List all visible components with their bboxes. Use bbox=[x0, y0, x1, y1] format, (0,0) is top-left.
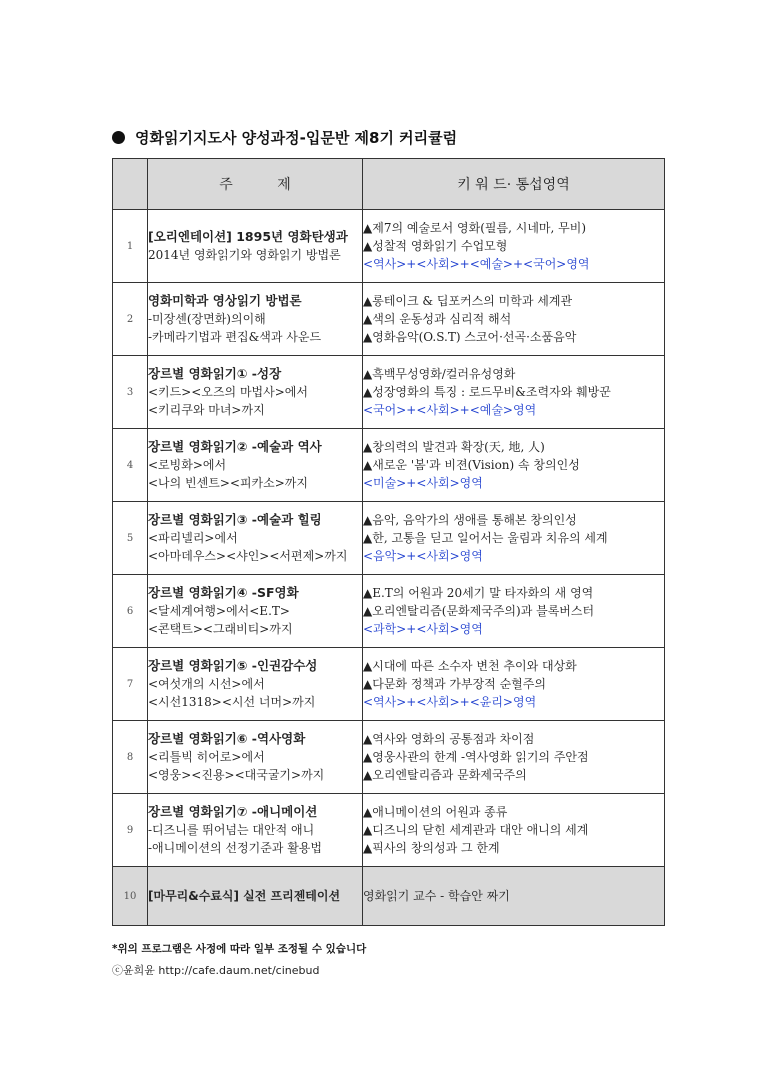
topic-cell bbox=[148, 283, 363, 356]
keyword-line: ▲성찰적 영화읽기 수업모형 bbox=[363, 239, 508, 253]
domain-line: <과학>+<사회>영역 bbox=[363, 622, 483, 636]
keyword-cell bbox=[363, 794, 665, 867]
table-header-row bbox=[113, 159, 665, 210]
keyword-cell bbox=[363, 721, 665, 794]
topic-title: [마무리&수료식] 실전 프리젠테이션 bbox=[148, 889, 341, 903]
topic-line: <영웅><진용><대국굴기>까지 bbox=[148, 768, 325, 782]
header-num bbox=[113, 159, 148, 210]
keyword-line: ▲다문화 정책과 가부장적 순혈주의 bbox=[363, 677, 546, 691]
topic-line: -애니메이션의 선정기준과 활용법 bbox=[148, 841, 322, 855]
topic-line: -카메라기법과 편집&색과 사운드 bbox=[148, 330, 322, 344]
topic-cell bbox=[148, 429, 363, 502]
keyword-line: ▲음악, 음악가의 생애를 통해본 창의인성 bbox=[363, 513, 577, 527]
row-number: 4 bbox=[113, 429, 148, 502]
table-row bbox=[113, 867, 665, 926]
topic-cell bbox=[148, 867, 363, 926]
topic-cell bbox=[148, 502, 363, 575]
topic-line: <리틀빅 히어로>에서 bbox=[148, 750, 265, 764]
domain-line: <음악>+<사회>영역 bbox=[363, 549, 483, 563]
keyword-line: ▲시대에 따른 소수자 변천 추이와 대상화 bbox=[363, 659, 577, 673]
bullet-icon bbox=[112, 131, 125, 144]
topic-title: 장르별 영화읽기⑤ -인권감수성 bbox=[148, 658, 318, 673]
header-keyword: 키 워 드· 통섭영역 bbox=[363, 159, 665, 210]
keyword-line: ▲창의력의 발견과 확장(天, 地, 人) bbox=[363, 440, 545, 454]
row-number: 9 bbox=[113, 794, 148, 867]
table-row bbox=[113, 429, 665, 502]
topic-cell bbox=[148, 721, 363, 794]
topic-line: <아마데우스><샤인><서편제>까지 bbox=[148, 549, 348, 563]
topic-title: 영화미학과 영상읽기 방법론 bbox=[148, 293, 302, 308]
domain-line: <미술>+<사회>영역 bbox=[363, 476, 483, 490]
curriculum-table bbox=[112, 158, 665, 926]
table-row bbox=[113, 356, 665, 429]
topic-line: <달세계여행>에서<E.T> bbox=[148, 604, 290, 618]
keyword-line: ▲디즈니의 닫힌 세계관과 대안 애니의 세계 bbox=[363, 823, 589, 837]
keyword-line: ▲픽사의 창의성과 그 한계 bbox=[363, 841, 500, 855]
table-row bbox=[113, 210, 665, 283]
topic-line: 2014년 영화읽기와 영화읽기 방법론 bbox=[148, 248, 341, 262]
topic-line: <키드><오즈의 마법사>에서 bbox=[148, 385, 308, 399]
row-number: 7 bbox=[113, 648, 148, 721]
schedule-note: *위의 프로그램은 사정에 따라 일부 조정될 수 있습니다 bbox=[112, 943, 367, 955]
topic-cell bbox=[148, 356, 363, 429]
topic-title: [오리엔테이션] 1895년 영화탄생과 bbox=[148, 229, 348, 244]
topic-title: 장르별 영화읽기③ -예술과 힐링 bbox=[148, 512, 322, 527]
row-number: 8 bbox=[113, 721, 148, 794]
keyword-line: ▲색의 운동성과 심리적 해석 bbox=[363, 312, 512, 326]
keyword-line: ▲롱테이크 & 딥포커스의 미학과 세계관 bbox=[363, 294, 573, 308]
keyword-line: ▲영웅사관의 한계 -역사영화 읽기의 주안점 bbox=[363, 750, 589, 764]
topic-title: 장르별 영화읽기⑥ -역사영화 bbox=[148, 731, 306, 746]
topic-line: -디즈니를 뛰어넘는 대안적 애니 bbox=[148, 823, 315, 837]
domain-line: <역사>+<사회>+<윤리>영역 bbox=[363, 695, 537, 709]
header-topic: 주 제 bbox=[148, 159, 363, 210]
topic-title: 장르별 영화읽기② -예술과 역사 bbox=[148, 439, 322, 454]
table-row bbox=[113, 794, 665, 867]
row-number: 6 bbox=[113, 575, 148, 648]
keyword-line: ▲제7의 예술로서 영화(필름, 시네마, 무비) bbox=[363, 221, 586, 235]
table-row bbox=[113, 648, 665, 721]
keyword-line: ▲흑백무성영화/컬러유성영화 bbox=[363, 367, 516, 381]
keyword-cell bbox=[363, 210, 665, 283]
copyright-text: ⓒ윤희윤 http://cafe.daum.net/cinebud bbox=[112, 964, 320, 977]
keyword-line: ▲한, 고통을 딛고 일어서는 울림과 치유의 세계 bbox=[363, 531, 608, 545]
keyword-line: ▲오리엔탈리즘과 문화제국주의 bbox=[363, 768, 527, 782]
keyword-line: ▲오리엔탈리즘(문화제국주의)과 블록버스터 bbox=[363, 604, 595, 618]
topic-line: <시선1318><시선 너머>까지 bbox=[148, 695, 316, 709]
topic-cell bbox=[148, 210, 363, 283]
row-number: 5 bbox=[113, 502, 148, 575]
keyword-cell bbox=[363, 356, 665, 429]
page-title bbox=[112, 124, 457, 150]
row-number: 3 bbox=[113, 356, 148, 429]
keyword-cell bbox=[363, 429, 665, 502]
topic-line: -미장센(장면화)의이해 bbox=[148, 312, 266, 326]
table-row bbox=[113, 283, 665, 356]
keyword-line: ▲애니메이션의 어원과 종류 bbox=[363, 805, 508, 819]
keyword-line: ▲영화음악(O.S.T) 스코어·선곡·소품음악 bbox=[363, 330, 577, 344]
keyword-line: ▲성장영화의 특징 : 로드무비&조력자와 훼방꾼 bbox=[363, 385, 611, 399]
page-title-text: 영화읽기지도사 양성과정-입문반 제8기 커리큘럼 bbox=[135, 128, 458, 147]
table-row bbox=[113, 575, 665, 648]
keyword-cell bbox=[363, 502, 665, 575]
domain-line: <국어>+<사회>+<예술>영역 bbox=[363, 403, 537, 417]
topic-line: <키리쿠와 마녀>까지 bbox=[148, 403, 265, 417]
keyword-line: ▲새로운 '봄'과 비젼(Vision) 속 창의인성 bbox=[363, 458, 580, 472]
keyword-cell bbox=[363, 867, 665, 926]
table-row bbox=[113, 502, 665, 575]
keyword-cell bbox=[363, 648, 665, 721]
topic-cell bbox=[148, 575, 363, 648]
topic-cell bbox=[148, 794, 363, 867]
topic-line: <나의 빈센트><피카소>까지 bbox=[148, 476, 308, 490]
topic-title: 장르별 영화읽기⑦ -애니메이션 bbox=[148, 804, 318, 819]
topic-title: 장르별 영화읽기① -성장 bbox=[148, 366, 282, 381]
keyword-cell bbox=[363, 283, 665, 356]
topic-line: <여섯개의 시선>에서 bbox=[148, 677, 265, 691]
row-number: 1 bbox=[113, 210, 148, 283]
keyword-line: ▲역사와 영화의 공통점과 차이점 bbox=[363, 732, 535, 746]
domain-line: <역사>+<사회>+<예술>+<국어>영역 bbox=[363, 257, 590, 271]
topic-cell bbox=[148, 648, 363, 721]
topic-title: 장르별 영화읽기④ -SF영화 bbox=[148, 585, 299, 600]
keyword-line: ▲E.T의 어원과 20세기 말 타자화의 새 영역 bbox=[363, 586, 594, 600]
keyword-cell bbox=[363, 575, 665, 648]
row-number: 2 bbox=[113, 283, 148, 356]
keyword-line: 영화읽기 교수 - 학습안 짜기 bbox=[363, 889, 510, 903]
table-row bbox=[113, 721, 665, 794]
topic-line: <콘택트><그래비티>까지 bbox=[148, 622, 293, 636]
topic-line: <파리넬리>에서 bbox=[148, 531, 238, 545]
row-number: 10 bbox=[113, 867, 148, 926]
topic-line: <로빙화>에서 bbox=[148, 458, 227, 472]
